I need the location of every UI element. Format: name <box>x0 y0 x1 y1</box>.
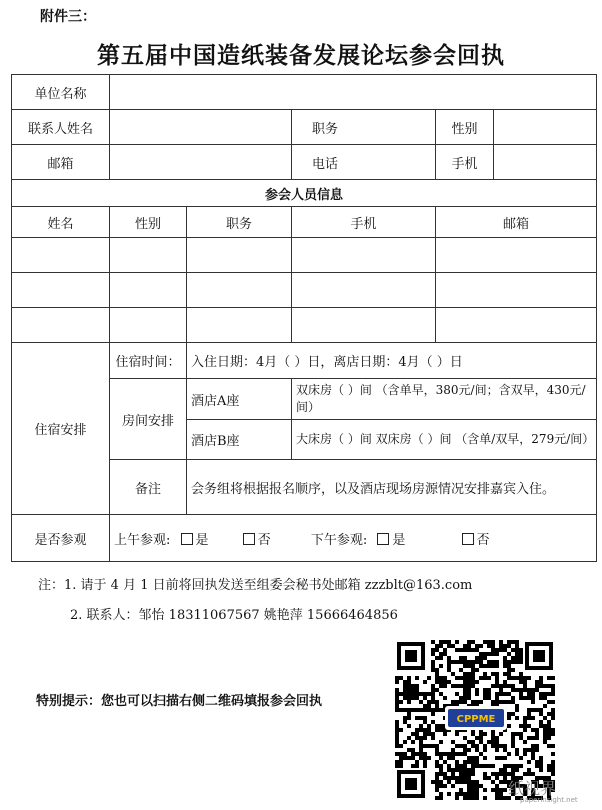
phone-label: 电话 <box>311 156 338 172</box>
attendee-gender-cell[interactable] <box>110 238 187 273</box>
contact-name-label: 联系人姓名 <box>12 110 110 145</box>
attendee-row <box>12 273 597 308</box>
accommodation-label: 住宿安排 <box>12 343 110 515</box>
email-label: 邮箱 <box>12 145 110 180</box>
attendee-name-cell[interactable] <box>12 238 110 273</box>
afternoon-visit-label: 下午参观: <box>310 532 368 548</box>
morning-yes-option[interactable] <box>181 533 209 548</box>
afternoon-no-label: 否 <box>476 532 490 548</box>
attendee-header-name: 姓名 <box>12 207 110 238</box>
attendee-header-mobile: 手机 <box>292 207 436 238</box>
attendee-mobile-cell[interactable] <box>292 238 436 273</box>
remark-text: 会务组将根据报名顺序，以及酒店现场房源情况安排嘉宾入住。 <box>187 460 597 515</box>
contact-position-label: 职务 <box>311 121 338 137</box>
page-title: 第五届中国造纸装备发展论坛参会回执 <box>97 42 505 69</box>
visit-label: 是否参观 <box>12 515 110 562</box>
checkbox-icon[interactable] <box>181 533 193 545</box>
attachment-label: 附件三： <box>40 9 96 25</box>
afternoon-yes-label: 是 <box>392 532 406 548</box>
watermark <box>508 776 578 804</box>
contact-gender-label: 性别 <box>436 110 494 145</box>
morning-visit-label: 上午参观: <box>114 532 171 548</box>
note-line-2: 2. 联系人：邹怡 18311067567 姚艳萍 15666464856 <box>70 608 398 623</box>
mobile-label: 手机 <box>436 145 494 180</box>
attendee-row <box>12 238 597 273</box>
morning-no-option[interactable] <box>243 533 271 548</box>
unit-name-field[interactable] <box>110 75 597 110</box>
hotel-b-label: 酒店B座 <box>187 420 292 460</box>
afternoon-no-option[interactable] <box>462 533 490 548</box>
attendee-name-cell[interactable] <box>12 308 110 343</box>
attendee-gender-cell[interactable] <box>110 273 187 308</box>
morning-yes-label: 是 <box>195 532 209 548</box>
checkbox-icon[interactable] <box>462 533 474 545</box>
visit-options <box>110 515 597 562</box>
unit-name-label: 单位名称 <box>12 75 110 110</box>
attendee-position-cell[interactable] <box>187 308 292 343</box>
attendee-email-cell[interactable] <box>436 273 597 308</box>
morning-no-label: 否 <box>257 532 271 548</box>
attendee-header-gender: 性别 <box>110 207 187 238</box>
attendee-gender-cell[interactable] <box>110 308 187 343</box>
contact-gender-field[interactable] <box>494 110 597 145</box>
attendee-position-cell[interactable] <box>187 273 292 308</box>
contact-position-cell[interactable] <box>292 110 436 145</box>
attendee-email-cell[interactable] <box>436 308 597 343</box>
hotel-b-detail[interactable]: 大床房（ ）间 双床房（ ）间 （含单/双早，279元/间） <box>292 420 597 460</box>
checkbox-icon[interactable] <box>377 533 389 545</box>
hotel-a-detail[interactable]: 双床房（ ）间 （含单早，380元/间；含双早，430元/间） <box>292 379 597 420</box>
contact-name-field[interactable] <box>110 110 292 145</box>
stay-time-value[interactable]: 入住日期：4月（ ）日，离店日期：4月（ ）日 <box>187 343 597 379</box>
attendee-name-cell[interactable] <box>12 273 110 308</box>
special-tip: 特别提示：您也可以扫描右侧二维码填报参会回执 <box>36 694 323 709</box>
watermark-url: paperinsight.net <box>520 796 578 804</box>
attendee-row <box>12 308 597 343</box>
attendee-header-position: 职务 <box>187 207 292 238</box>
note-line-1: 注：1. 请于 4 月 1 日前将回执发送至组委会秘书处邮箱 zzzblt@163.com <box>38 578 473 593</box>
mobile-field[interactable] <box>494 145 597 180</box>
attendee-email-cell[interactable] <box>436 238 597 273</box>
afternoon-yes-option[interactable] <box>377 533 405 548</box>
email-field[interactable] <box>110 145 292 180</box>
qr-logo-text: CPPME <box>456 714 496 725</box>
attendee-mobile-cell[interactable] <box>292 273 436 308</box>
watermark-text: 纸视界 <box>508 779 557 798</box>
phone-cell[interactable] <box>292 145 436 180</box>
attendee-header-email: 邮箱 <box>436 207 597 238</box>
attendee-section-title: 参会人员信息 <box>12 180 597 207</box>
stay-time-label: 住宿时间： <box>110 343 187 379</box>
attendee-mobile-cell[interactable] <box>292 308 436 343</box>
remark-label: 备注 <box>110 460 187 515</box>
hotel-a-label: 酒店A座 <box>187 379 292 420</box>
registration-form-table <box>11 74 597 562</box>
checkbox-icon[interactable] <box>243 533 255 545</box>
attendee-position-cell[interactable] <box>187 238 292 273</box>
room-label: 房间安排 <box>110 379 187 460</box>
